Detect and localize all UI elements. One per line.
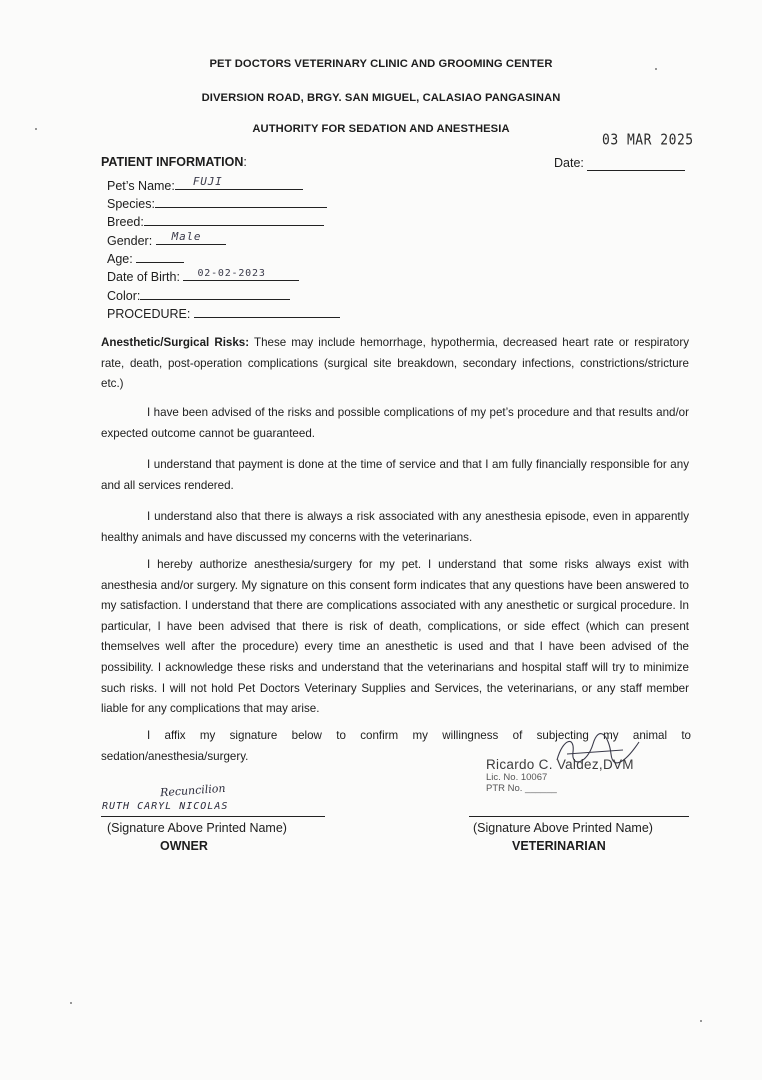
risks-heading: Anesthetic/Surgical Risks: bbox=[101, 336, 250, 349]
risks-paragraph: Anesthetic/Surgical Risks: These may include hemorrhage, hypothermia, decreased heart rate or respiratory rate, death, post-operation complications (surgical site breakdown, secondary infections, constrictions/stricture etc.) bbox=[101, 336, 689, 391]
field-procedure: PROCEDURE: bbox=[107, 304, 340, 321]
dob-value: 02-02-2023 bbox=[197, 268, 266, 279]
clinic-name: PET DOCTORS VETERINARY CLINIC AND GROOMING CENTER bbox=[209, 58, 553, 70]
owner-caption: (Signature Above Printed Name) bbox=[107, 821, 287, 835]
date-line bbox=[587, 170, 685, 171]
gender-value: Male bbox=[171, 230, 202, 243]
vet-stamp bbox=[486, 757, 634, 794]
field-date-of-birth: Date of Birth: 02-02-2023 bbox=[107, 267, 299, 284]
owner-signature: Recuncilion bbox=[159, 781, 226, 800]
form-title: AUTHORITY FOR SEDATION AND ANESTHESIA bbox=[252, 123, 510, 135]
field-species: Species: bbox=[107, 194, 327, 211]
field-breed: Breed: bbox=[107, 212, 324, 229]
date-label: Date: bbox=[554, 156, 584, 170]
owner-role: OWNER bbox=[160, 839, 208, 853]
clinic-address: DIVERSION ROAD, BRGY. SAN MIGUEL, CALASIAO PANGASINAN bbox=[201, 92, 561, 104]
field-age: Age: bbox=[107, 249, 184, 266]
stamped-date: 03 MAR 2025 bbox=[602, 131, 694, 150]
vet-signature-line bbox=[469, 816, 689, 817]
scan-speck bbox=[35, 128, 37, 130]
owner-printed-name: RUTH CARYL NICOLAS bbox=[102, 801, 229, 812]
advised-paragraph: I have been advised of the risks and possible complications of my pet’s procedure and that results and/or expected outcome cannot be guaranteed. bbox=[101, 406, 689, 440]
vet-ptr: PTR No. ______ bbox=[486, 783, 557, 794]
scan-speck bbox=[700, 1020, 702, 1022]
payment-paragraph: I understand that payment is done at the time of service and that I am fully financially responsible for any and all services rendered. bbox=[101, 458, 689, 492]
vet-license: Lic. No. 10067 bbox=[486, 772, 548, 783]
affix-signature-paragraph: I affix my signature below to confirm my willingness of subjecting my animal to sedation/anesthesia/surgery. bbox=[101, 729, 691, 763]
owner-signature-line bbox=[101, 816, 325, 817]
vet-role: VETERINARIAN bbox=[512, 839, 606, 853]
anesthesia-risk-paragraph: I understand also that there is always a risk associated with any anesthesia episode, even in apparently healthy animals and have discussed my concerns with the veterinarians. bbox=[101, 510, 689, 544]
vet-caption: (Signature Above Printed Name) bbox=[473, 821, 653, 835]
patient-info-title: PATIENT INFORMATION: bbox=[101, 155, 247, 169]
scan-speck bbox=[655, 68, 657, 70]
field-gender: Gender: Male bbox=[107, 231, 226, 248]
pets-name-value: FUJI bbox=[192, 175, 223, 188]
field-pets-name: Pet’s Name: FUJI bbox=[107, 176, 303, 193]
scan-speck bbox=[70, 1002, 72, 1004]
authorization-paragraph: I hereby authorize anesthesia/surgery for my pet. I understand that some risks always exist with anesthesia and/or surgery. My signature on this consent form indicates that any questions have been answered to my satisfaction. I understand that there are complications associated with any anesthetic or surgical procedure. In particular, I have been advised that there is risk of death, complications, or side effect (which can present themselves well after the procedure) every time an anesthetic is used and that I have been advised of the possibility. I acknowledge these risks and understand that the veterinarians and hospital staff will try to minimize such risks. I will not hold Pet Doctors Veterinary Supplies and Services, the veterinarians, or any staff member liable for any complications that may arise. bbox=[101, 558, 689, 716]
vet-stamp-name: Ricardo C. Valdez,DVM bbox=[486, 757, 634, 772]
field-color: Color: bbox=[107, 286, 290, 303]
